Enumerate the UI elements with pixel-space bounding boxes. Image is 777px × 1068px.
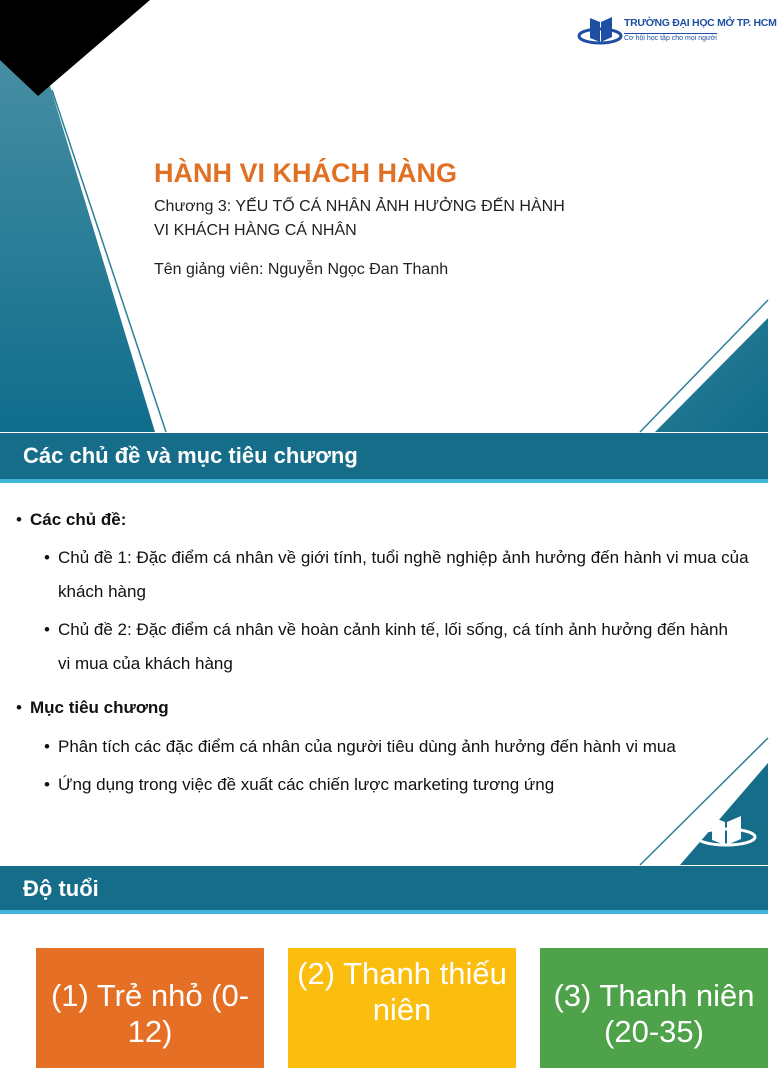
topics-heading-label: Các chủ đề: (30, 510, 127, 529)
bullet: • (44, 548, 50, 567)
university-emblem-icon (694, 811, 758, 851)
lecturer-name: Tên giảng viên: Nguyễn Ngọc Đan Thanh (154, 261, 449, 278)
chapter-subtitle: Chương 3: YẾU TỐ CÁ NHÂN ẢNH HƯỞNG ĐẾN HÀNH VI KHÁCH HÀNG CÁ NHÂN (154, 198, 565, 239)
objective-2: Ứng dụng trong việc đề xuất các chiến lược marketing tương ứng (58, 775, 555, 794)
university-emblem-icon (578, 14, 622, 48)
section-header (0, 866, 768, 914)
objective-1: Phân tích các đặc điểm cá nhân của người tiêu dùng ảnh hưởng đến hành vi mua (58, 737, 676, 756)
age-card-children: (1) Trẻ nhỏ (0-12) (36, 948, 264, 1068)
bullet: • (44, 737, 50, 756)
age-slide (0, 866, 768, 1049)
bullet: • (44, 775, 50, 794)
section-title: Độ tuổi (23, 876, 99, 901)
list-item (44, 541, 764, 609)
university-slogan: Cơ hội học tập cho mọi người (624, 35, 717, 42)
bullet: • (44, 620, 50, 639)
topic-1: Chủ đề 1: Đặc điểm cá nhân về giới tính, tuổi nghề nghiệp ảnh hưởng đến hành vi mua của khách hàng (58, 548, 749, 601)
university-logo (578, 14, 777, 48)
list-item (44, 768, 764, 802)
topic-2: Chủ đề 2: Đặc điểm cá nhân về hoàn cảnh kinh tế, lối sống, cá tính ảnh hưởng đến hành vi mua của khách hàng (58, 620, 728, 673)
title-slide (0, 0, 777, 432)
section-header (0, 433, 768, 483)
list-item (44, 730, 764, 764)
age-card-young-adults: (3) Thanh niên (20-35) (540, 948, 768, 1068)
objectives-heading-label: Mục tiêu chương (30, 698, 169, 717)
bullet: • (16, 698, 22, 717)
age-card-teenagers: (2) Thanh thiếu niên (288, 948, 516, 1068)
course-title: HÀNH VI KHÁCH HÀNG (154, 158, 457, 188)
topics-slide (0, 433, 768, 865)
section-title: Các chủ đề và mục tiêu chương (23, 443, 358, 468)
bullet: • (16, 510, 22, 529)
list-item (44, 613, 764, 681)
university-name: TRƯỜNG ĐẠI HỌC MỞ TP. HCM (624, 17, 777, 29)
